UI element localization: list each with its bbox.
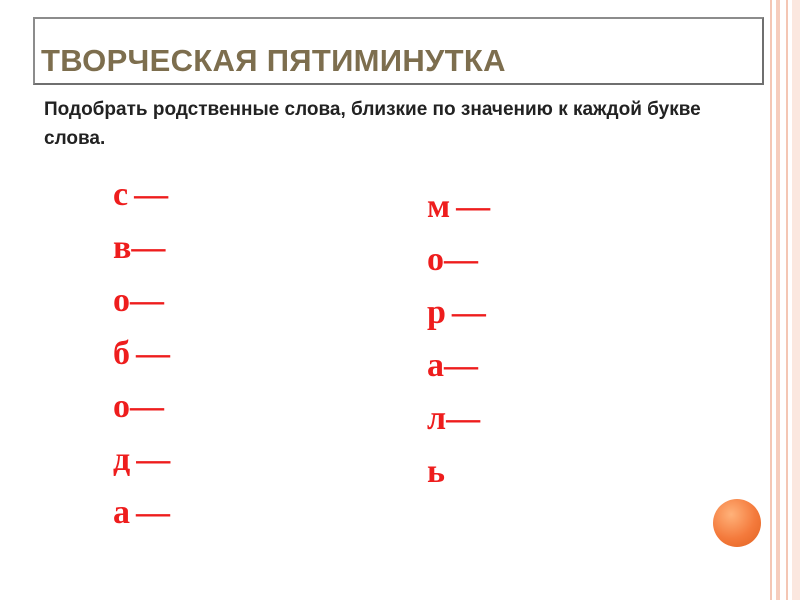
dash: — — [134, 176, 169, 213]
letter: р — [427, 294, 446, 331]
letter: а — [427, 347, 444, 384]
letter-row — [113, 433, 170, 486]
word-column-right — [427, 180, 490, 498]
letter-row — [113, 274, 170, 327]
dash: — — [444, 347, 478, 384]
letter: в — [113, 229, 132, 266]
decor-stripe — [786, 0, 788, 600]
decor-stripe — [792, 0, 800, 600]
letter: б — [113, 335, 130, 372]
dash: — — [444, 241, 478, 278]
dash: — — [456, 188, 491, 225]
next-slide-button[interactable] — [713, 499, 761, 547]
letter: о — [427, 241, 444, 278]
letter-row — [113, 327, 170, 380]
letter: а — [113, 494, 130, 531]
letter-row — [427, 445, 490, 498]
dash: — — [131, 229, 166, 266]
letter: д — [113, 441, 131, 478]
letter-row — [113, 380, 170, 433]
letter-row — [427, 392, 490, 445]
dash: — — [130, 282, 164, 319]
letter-row — [113, 168, 170, 221]
letter: л — [427, 400, 447, 437]
dash: — — [136, 494, 170, 531]
letter: о — [113, 388, 130, 425]
instruction-text: Подобрать родственные слова, близкие по значению к каждой букве слова. — [44, 99, 701, 149]
decor-stripe — [776, 0, 780, 600]
letter: ь — [427, 453, 445, 490]
dash: — — [136, 335, 170, 372]
letter-row — [427, 180, 490, 233]
letter-row — [427, 286, 490, 339]
slide-title: ТВОРЧЕСКАЯ ПЯТИМИНУТКА — [41, 43, 506, 78]
dash: — — [446, 400, 481, 437]
letter-row — [427, 339, 490, 392]
decor-stripe — [770, 0, 772, 600]
letter-row — [427, 233, 490, 286]
letter-row — [113, 221, 170, 274]
dash: — — [451, 294, 486, 331]
letter-row — [113, 486, 170, 539]
letter: м — [427, 188, 451, 225]
title-box — [33, 17, 764, 85]
letter: о — [113, 282, 130, 319]
dash: — — [136, 441, 171, 478]
letter: с — [113, 176, 129, 213]
dash: — — [130, 388, 164, 425]
word-column-left — [113, 168, 170, 539]
